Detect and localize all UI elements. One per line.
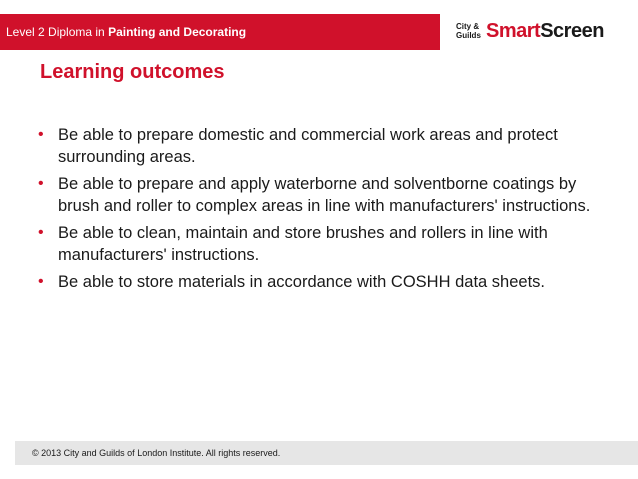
city-guilds-logo <box>456 22 481 40</box>
list-item <box>36 124 606 168</box>
list-item <box>36 222 606 266</box>
logo-screen: Screen <box>540 20 604 42</box>
outcome-text: Be able to clean, maintain and store brushes and rollers in line with manufacturers' instructions. <box>58 224 548 264</box>
bullet-icon: • <box>38 273 44 290</box>
bullet-icon: • <box>38 126 44 143</box>
smartscreen-wordmark <box>486 20 604 43</box>
slide-title: Learning outcomes <box>40 61 225 83</box>
course-prefix: Level 2 Diploma in <box>6 25 105 39</box>
bullet-icon: • <box>38 175 44 192</box>
copyright-text: © 2013 City and Guilds of London Institute. All rights reserved. <box>32 448 281 458</box>
list-item <box>36 173 606 217</box>
outcome-text: Be able to prepare and apply waterborne and solventborne coatings by brush and roller to complex areas in line with manufacturers' instructions. <box>58 175 591 215</box>
course-title <box>6 25 246 39</box>
outcome-text: Be able to store materials in accordance with COSHH data sheets. <box>58 273 545 291</box>
outcomes-list <box>36 124 606 298</box>
logo-cg-line1: City & <box>456 22 480 31</box>
course-subject: Painting and Decorating <box>108 25 247 39</box>
logo-smart: Smart <box>486 20 541 42</box>
list-item <box>36 271 606 293</box>
bullet-icon: • <box>38 224 44 241</box>
smartscreen-logo <box>456 20 606 46</box>
outcome-text: Be able to prepare domestic and commercial work areas and protect surrounding areas. <box>58 126 558 166</box>
logo-cg-line2: Guilds <box>456 31 481 40</box>
